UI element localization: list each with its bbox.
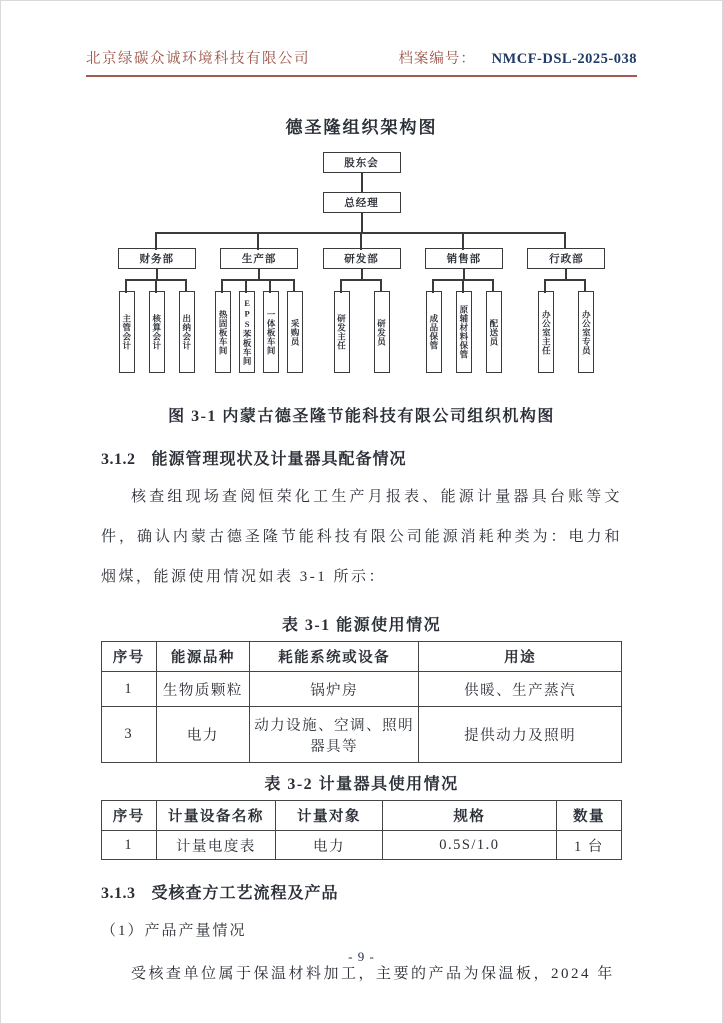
section-title: 能源管理现状及计量器具配备情况 <box>151 451 407 468</box>
connector-line <box>156 269 158 279</box>
org-group-sales <box>413 232 515 373</box>
org-chart-top-levels <box>106 152 618 232</box>
org-node-staff: 办公室主任 <box>538 291 554 373</box>
page-number: - 9 - <box>348 949 375 964</box>
org-child <box>566 279 606 373</box>
table1-title: 表 3-1 能源使用情况 <box>281 617 442 634</box>
table-row <box>102 672 622 707</box>
org-child <box>211 279 235 373</box>
org-node-staff: 原辅材料保管 <box>456 291 472 373</box>
table-header-cell: 数量 <box>556 801 621 831</box>
section-number: 3.1.2 <box>101 451 136 468</box>
section-number: 3.1.3 <box>101 885 136 902</box>
org-group-admin <box>515 232 617 373</box>
org-department-row <box>106 232 618 373</box>
org-node-general-manager: 总经理 <box>323 192 401 213</box>
table-header-cell: 规格 <box>382 801 556 831</box>
org-child <box>172 279 202 373</box>
org-node-department: 研发部 <box>323 248 401 269</box>
org-child <box>419 279 449 373</box>
org-child <box>112 279 142 373</box>
table-header-cell: 用途 <box>419 642 622 672</box>
table-header-cell: 序号 <box>102 642 157 672</box>
org-child <box>479 279 509 373</box>
org-child <box>142 279 172 373</box>
org-node-staff: 研发员 <box>374 291 390 373</box>
org-node-shareholders: 股东会 <box>323 152 401 173</box>
table-cell: 动力设施、空调、照明器具等 <box>250 707 419 763</box>
connector-line <box>361 173 363 192</box>
connector-line <box>258 269 260 279</box>
table-cell: 锅炉房 <box>250 672 419 707</box>
org-child <box>283 279 307 373</box>
list-item: （1）产品产量情况 <box>101 923 247 939</box>
org-children-row <box>211 279 307 373</box>
table-row <box>102 707 622 763</box>
table-header-row <box>102 642 622 672</box>
table-cell: 供暖、生产蒸汽 <box>419 672 622 707</box>
section-heading-312 <box>101 446 622 469</box>
org-child <box>259 279 283 373</box>
table-cell: 0.5S/1.0 <box>382 831 556 860</box>
table-cell: 提供动力及照明 <box>419 707 622 763</box>
org-node-staff: 配送员 <box>486 291 502 373</box>
page-header <box>86 47 637 77</box>
org-group-production <box>208 232 310 373</box>
table-cell: 生物质颗粒 <box>156 672 250 707</box>
body-paragraph: 核查组现场查阅恒荣化工生产月报表、能源计量器具台账等文件，确认内蒙古德圣隆节能科技有限公司能源消耗种类为：电力和烟煤，能源使用情况如表 3-1 所示： <box>101 489 622 585</box>
connector-line <box>463 269 465 279</box>
table-cell: 3 <box>102 707 157 763</box>
org-node-staff: 研发主任 <box>334 291 350 373</box>
table-header-cell: 序号 <box>102 801 157 831</box>
body-paragraph: 受核查单位属于保温材料加工，主要的产品为保温板，2024 年 <box>131 966 615 982</box>
org-children-row <box>112 279 202 373</box>
table-cell: 1 <box>102 672 157 707</box>
table-header-cell: 计量设备名称 <box>156 801 276 831</box>
archive-number-block <box>398 47 637 68</box>
archive-label: 档案编号： <box>398 51 476 67</box>
figure-caption: 图 3-1 内蒙古德圣隆节能科技有限公司组织机构图 <box>168 408 555 425</box>
org-node-staff: EPS苯板车间 <box>239 291 255 373</box>
org-node-staff: 主管会计 <box>119 291 135 373</box>
org-node-staff: 成品保管 <box>426 291 442 373</box>
section-title: 受核查方工艺流程及产品 <box>151 885 339 902</box>
table-header-row <box>102 801 622 831</box>
archive-number: NMCF-DSL-2025-038 <box>491 51 637 67</box>
document-body <box>101 446 622 990</box>
company-name: 北京绿碳众诚环境科技有限公司 <box>86 51 310 67</box>
org-node-staff: 出纳会计 <box>179 291 195 373</box>
org-child <box>449 279 479 373</box>
table-header-cell: 计量对象 <box>276 801 383 831</box>
connector-line <box>565 269 567 279</box>
org-child <box>322 279 362 373</box>
org-node-department: 行政部 <box>527 248 605 269</box>
org-group-finance <box>106 232 208 373</box>
table-cell: 1 台 <box>556 831 621 860</box>
org-node-department: 销售部 <box>425 248 503 269</box>
measuring-instruments-table <box>101 800 622 860</box>
org-group-rnd <box>310 232 412 373</box>
org-children-row <box>419 279 509 373</box>
table-cell: 电力 <box>156 707 250 763</box>
org-node-department: 生产部 <box>220 248 298 269</box>
org-node-staff: 采购员 <box>287 291 303 373</box>
org-node-staff: 热固板车间 <box>215 291 231 373</box>
table-header-cell: 耗能系统或设备 <box>250 642 419 672</box>
org-node-department: 财务部 <box>118 248 196 269</box>
energy-usage-table <box>101 641 622 763</box>
org-node-staff: 一体板车间 <box>263 291 279 373</box>
section-heading-313 <box>101 880 622 903</box>
org-child <box>526 279 566 373</box>
table-header-cell: 能源品种 <box>156 642 250 672</box>
org-node-staff: 核算会计 <box>149 291 165 373</box>
connector-line <box>361 213 363 232</box>
table-row <box>102 831 622 860</box>
table-cell: 1 <box>102 831 157 860</box>
org-child <box>362 279 402 373</box>
org-node-staff: 办公室专员 <box>578 291 594 373</box>
org-children-row <box>322 279 402 373</box>
table2-title: 表 3-2 计量器具使用情况 <box>264 776 459 793</box>
org-children-row <box>526 279 606 373</box>
connector-line <box>361 269 363 279</box>
table-cell: 电力 <box>276 831 383 860</box>
table-cell: 计量电度表 <box>156 831 276 860</box>
org-child <box>235 279 259 373</box>
org-chart-title: 德圣隆组织架构图 <box>285 118 438 137</box>
org-chart <box>106 152 618 373</box>
